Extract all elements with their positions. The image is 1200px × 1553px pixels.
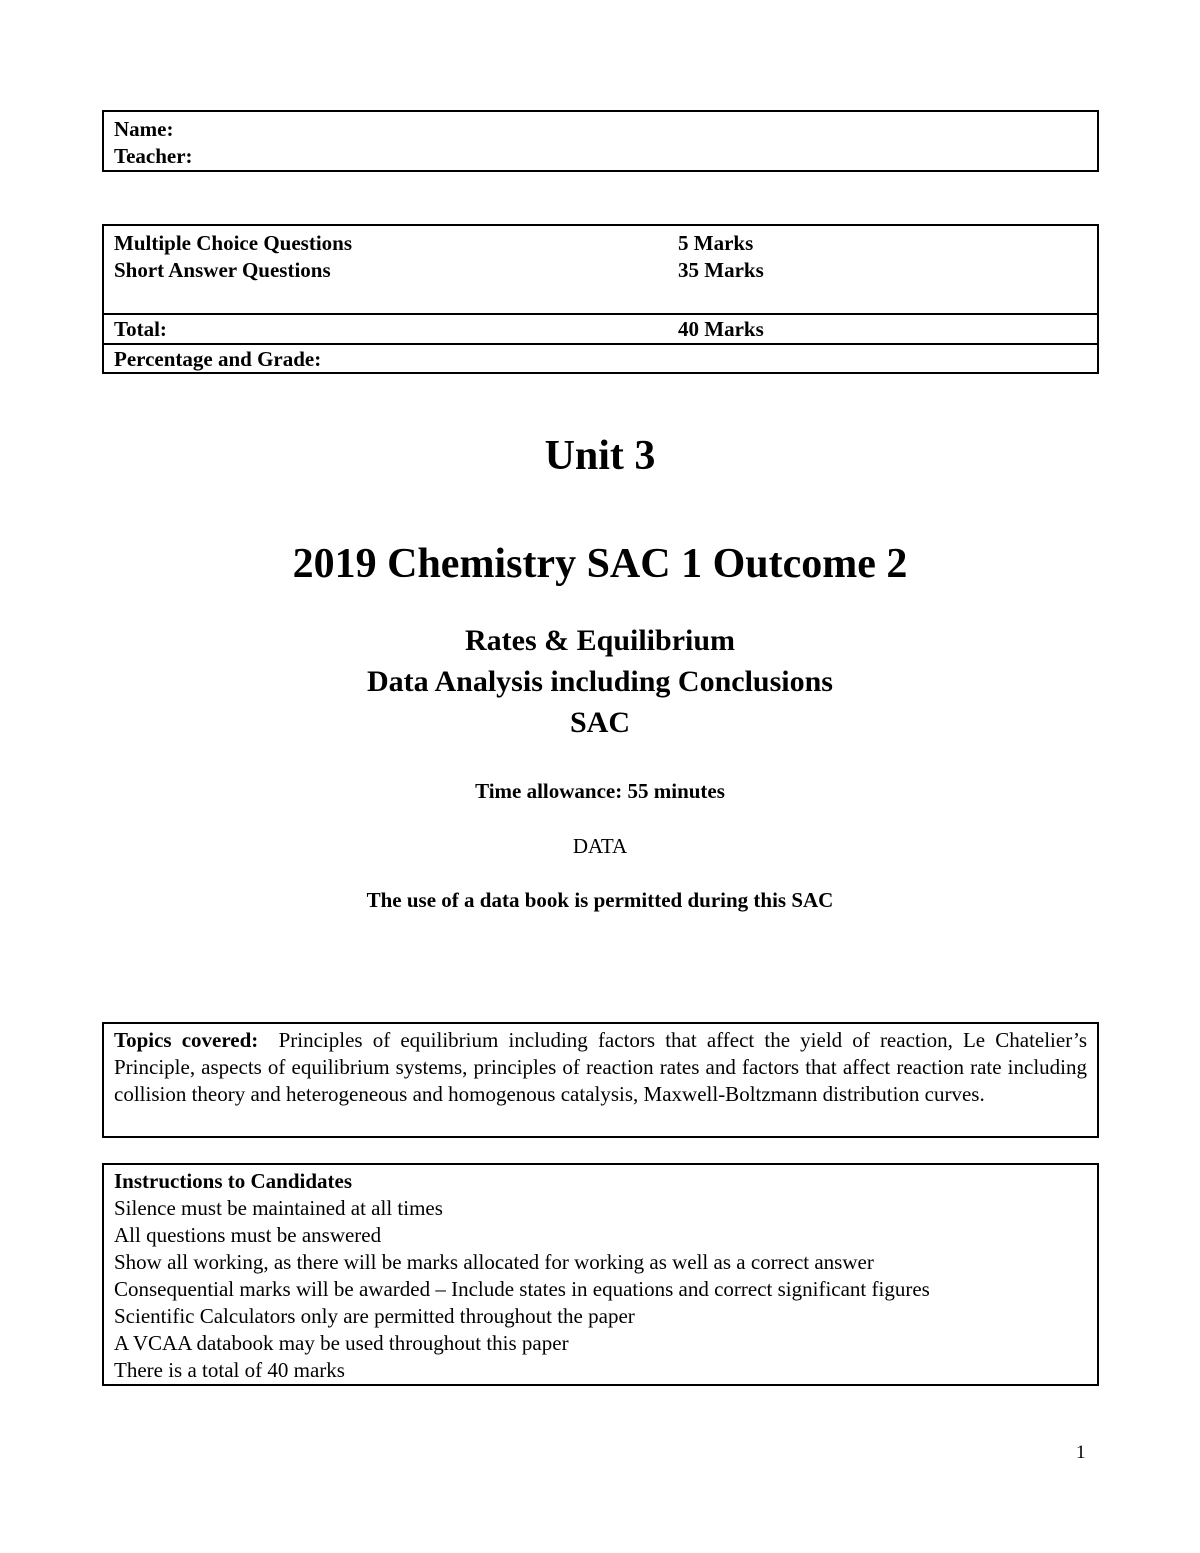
teacher-label: Teacher: (114, 144, 193, 168)
subtitle-line: SAC (569, 706, 630, 739)
topics-text: Principles of equilibrium including factors that affect the yield of reaction, Le Chatelier’s Principle, aspects of equilibrium systems, principles of reaction rates and factors that affect reaction rate including collision theory and heterogeneous and homogenous catalysis, Maxwell-Boltzmann distribution curves. (114, 1028, 1087, 1106)
marks-table (102, 224, 1099, 374)
student-details-box (102, 110, 1099, 172)
mc-label: Multiple Choice Questions (114, 231, 353, 255)
sa-marks: 35 Marks (678, 258, 764, 282)
total-row (104, 315, 1097, 345)
instruction-item: Consequential marks will be awarded – Include states in equations and correct significant figures (114, 1277, 930, 1301)
subtitle-line: Data Analysis including Conclusions (367, 665, 833, 698)
instructions-heading: Instructions to Candidates (114, 1169, 353, 1193)
topics-label: Topics covered: (114, 1028, 259, 1052)
instruction-item: Silence must be maintained at all times (114, 1196, 443, 1220)
total-marks: 40 Marks (678, 317, 764, 341)
mc-marks: 5 Marks (678, 231, 754, 255)
sa-label: Short Answer Questions (114, 258, 331, 282)
page-number: 1 (1076, 1442, 1086, 1463)
name-label: Name: (114, 117, 174, 141)
subtitle (0, 620, 1200, 743)
unit-title: Unit 3 (544, 433, 656, 479)
topics-box (102, 1022, 1099, 1138)
page-title: 2019 Chemistry SAC 1 Outcome 2 (292, 541, 908, 587)
instruction-item: A VCAA databook may be used throughout this paper (114, 1331, 569, 1355)
instruction-item: Show all working, as there will be marks allocated for working as well as a correct answer (114, 1250, 874, 1274)
data-label: DATA (572, 834, 628, 858)
subtitle-line: Rates & Equilibrium (464, 624, 736, 657)
instruction-item: Scientific Calculators only are permitted throughout the paper (114, 1304, 635, 1328)
marks-breakdown-row (104, 226, 1097, 315)
total-label: Total: (114, 317, 167, 341)
instruction-item: There is a total of 40 marks (114, 1358, 345, 1382)
databook-note: The use of a data book is permitted during this SAC (366, 888, 834, 912)
percentage-row (104, 345, 1097, 374)
instructions-box (102, 1163, 1099, 1386)
time-allowance: Time allowance: 55 minutes (475, 779, 725, 803)
instruction-item: All questions must be answered (114, 1223, 382, 1247)
percentage-label: Percentage and Grade: (114, 347, 322, 371)
